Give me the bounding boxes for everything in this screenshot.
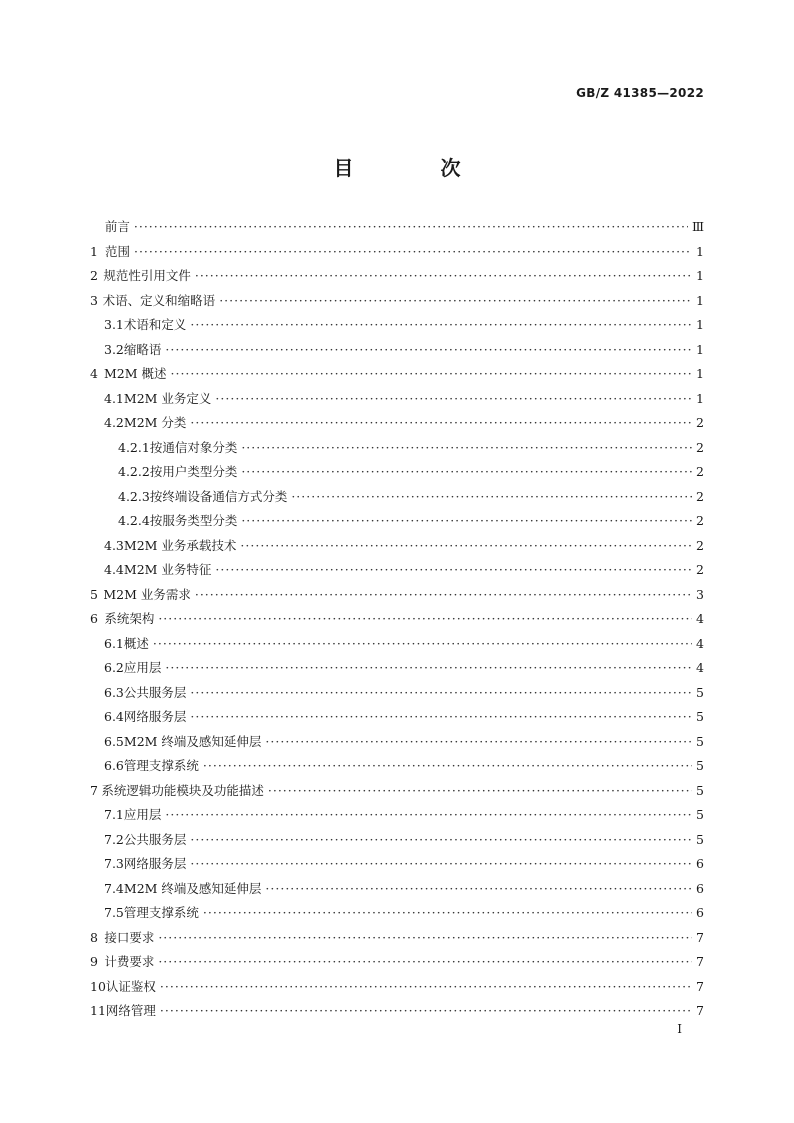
toc-entry-title: M2M 终端及感知延伸层 (123, 733, 262, 749)
toc-entry-page: 1 (696, 268, 704, 283)
toc-entry-title: 应用层 (123, 660, 162, 675)
toc-entry-number: 4.2.1 (118, 439, 150, 455)
toc-entry-number: 4.2.3 (118, 488, 150, 504)
toc-entry[interactable] (90, 950, 704, 975)
toc-dot-leader (158, 950, 692, 975)
toc-dot-leader (195, 583, 692, 608)
toc-entry-number: 4.2.4 (118, 513, 150, 528)
toc-entry-number: 7.4 (104, 880, 124, 896)
toc-entry-number: 6.4 (104, 709, 124, 724)
toc-entry[interactable] (90, 828, 704, 853)
toc-entry-title: 管理支撑系统 (123, 758, 199, 773)
toc-entry[interactable] (90, 558, 704, 583)
toc-entry-page: 5 (696, 782, 704, 798)
toc-entry-number: 7.5 (104, 905, 124, 920)
toc-dot-leader (190, 681, 692, 706)
toc-entry-number: 6.1 (104, 635, 124, 651)
toc-entry[interactable] (90, 509, 704, 534)
toc-dot-leader (165, 656, 692, 681)
toc-dot-leader (215, 558, 692, 583)
toc-entry-page: 3 (696, 586, 704, 602)
toc-entry[interactable] (90, 264, 704, 289)
toc-entry[interactable] (90, 534, 704, 559)
toc-entry-page: 2 (696, 562, 704, 577)
toc-entry-title: 接口要求 (104, 929, 155, 945)
toc-entry-number: 3.1 (104, 317, 124, 332)
toc-entry-page: 4 (696, 635, 704, 651)
toc-entry-number: 3 (90, 292, 98, 308)
toc-entry-number: 4.4 (104, 562, 124, 577)
toc-entry-title: 管理支撑系统 (123, 905, 199, 920)
toc-entry[interactable] (90, 999, 704, 1024)
toc-entry[interactable] (90, 289, 704, 314)
toc-dot-leader (291, 485, 692, 510)
toc-entry[interactable] (90, 362, 704, 387)
toc-entry-page: 1 (696, 390, 704, 406)
toc-entry-page: 2 (696, 464, 704, 479)
toc-entry-title: 术语和定义 (123, 317, 187, 332)
toc-entry-title: 公共服务层 (123, 831, 187, 847)
toc-entry-page: 1 (696, 366, 704, 381)
toc-entry-page: 4 (696, 611, 704, 626)
toc-entry-number: 6 (90, 611, 98, 626)
toc-entry-number: 4.2.2 (118, 464, 150, 479)
toc-dot-leader (165, 803, 692, 828)
toc-entry-page: 5 (696, 733, 704, 749)
toc-entry-page: 1 (696, 317, 704, 332)
toc-dot-leader (134, 215, 688, 240)
toc-entry-page: 6 (696, 856, 704, 871)
toc-entry[interactable] (90, 705, 704, 730)
toc-entry[interactable] (90, 877, 704, 902)
toc-entry-title: 认证鉴权 (105, 978, 156, 994)
toc-dot-leader (165, 338, 692, 363)
toc-entry[interactable] (90, 240, 704, 265)
toc-entry-number: 7.3 (104, 856, 124, 871)
page-number: Ⅰ (677, 1022, 682, 1036)
toc-dot-leader (160, 999, 692, 1024)
toc-entry-page: 2 (696, 439, 704, 455)
toc-entry-number: 2 (90, 268, 98, 283)
toc-dot-leader (158, 607, 692, 632)
toc-entry-number: 1 (90, 243, 98, 259)
toc-entry-page: 6 (696, 880, 704, 896)
toc-entry-title: 应用层 (123, 807, 162, 822)
toc-dot-leader (203, 901, 692, 926)
standard-code: GB/Z 41385—2022 (576, 86, 704, 100)
toc-dot-leader (190, 705, 692, 730)
toc-entry-title: 前言 (104, 219, 130, 234)
toc-dot-leader (203, 754, 692, 779)
toc-entry-number: 7.2 (104, 831, 124, 847)
toc-entry-title: M2M 业务定义 (123, 390, 212, 406)
toc-entry-page: Ⅲ (691, 219, 704, 234)
toc-entry-title: 公共服务层 (123, 684, 187, 700)
toc-dot-leader (190, 411, 692, 436)
toc-entry-page: 4 (696, 660, 704, 675)
toc-entry-number: 6.3 (104, 684, 124, 700)
toc-entry-page: 1 (696, 292, 704, 308)
toc-dot-leader (158, 926, 692, 951)
toc-entry-number: 4.1 (104, 390, 124, 406)
toc-entry[interactable] (90, 460, 704, 485)
toc-entry[interactable] (90, 852, 704, 877)
toc-entry-page: 6 (696, 905, 704, 920)
toc-title: 目 次 (333, 156, 501, 180)
toc-entry[interactable] (90, 607, 704, 632)
toc-dot-leader (195, 264, 692, 289)
toc-dot-leader (241, 436, 692, 461)
toc-entry-title: 术语、定义和缩略语 (102, 292, 216, 308)
toc-entry-title: M2M 业务承载技术 (123, 537, 237, 553)
toc-dot-leader (240, 534, 692, 559)
toc-entry[interactable] (90, 901, 704, 926)
toc-entry-number: 10 (90, 978, 106, 994)
toc-dot-leader (134, 240, 692, 265)
toc-entry-title: M2M 分类 (123, 415, 187, 430)
toc-entry-number: 7 (90, 782, 98, 798)
toc-entry-page: 5 (696, 807, 704, 822)
toc-entry[interactable] (90, 215, 704, 240)
toc-entry[interactable] (90, 681, 704, 706)
toc-entry-title: 概述 (123, 635, 149, 651)
toc-entry-page: 7 (696, 978, 704, 994)
toc-dot-leader (160, 975, 692, 1000)
toc-entry[interactable] (90, 411, 704, 436)
toc-entry-title: M2M 概述 (103, 366, 167, 381)
toc-entry-number: 3.2 (104, 341, 124, 357)
toc-dot-leader (190, 852, 692, 877)
toc-entry-page: 7 (696, 954, 704, 969)
toc-entry-page: 5 (696, 684, 704, 700)
toc-entry-number: 5 (90, 586, 98, 602)
toc-entry[interactable] (90, 926, 704, 951)
toc-dot-leader (268, 779, 692, 804)
toc-entry[interactable] (90, 656, 704, 681)
toc-entry-page: 1 (696, 341, 704, 357)
toc-entry-title: M2M 业务需求 (103, 586, 191, 602)
toc-entry-title: M2M 终端及感知延伸层 (123, 880, 262, 896)
toc-entry[interactable] (90, 436, 704, 461)
toc-entry-page: 2 (696, 488, 704, 504)
toc-entry-number: 4.3 (104, 537, 124, 553)
toc-dot-leader (153, 632, 692, 657)
toc-entry-page: 7 (696, 929, 704, 945)
toc-entry-title: 缩略语 (123, 341, 162, 357)
toc-entry[interactable] (90, 485, 704, 510)
toc-entry-page: 2 (696, 537, 704, 553)
toc-entry-title: 按用户类型分类 (149, 464, 238, 479)
toc-dot-leader (241, 509, 692, 534)
toc-entry[interactable] (90, 975, 704, 1000)
toc-entry-number: 11 (90, 1003, 106, 1018)
toc-entry[interactable] (90, 779, 704, 804)
toc-entry-page: 5 (696, 758, 704, 773)
toc-entry-title: 规范性引用文件 (103, 268, 191, 283)
toc-entry-number: 4.2 (104, 415, 124, 430)
toc-entry-title: 系统逻辑功能模块及功能描述 (101, 782, 264, 798)
toc-dot-leader (215, 387, 692, 412)
toc-dot-leader (219, 289, 692, 314)
toc-entry-title: 按终端设备通信方式分类 (149, 488, 288, 504)
toc-entry[interactable] (90, 730, 704, 755)
toc-entry-number: 6.5 (104, 733, 124, 749)
toc-dot-leader (265, 730, 692, 755)
toc-entry-title: 按通信对象分类 (149, 439, 238, 455)
toc-entry-number: 6.6 (104, 758, 124, 773)
toc-dot-leader (190, 828, 692, 853)
table-of-contents (90, 215, 704, 1024)
toc-entry-page: 2 (696, 513, 704, 528)
toc-entry-number: 4 (90, 366, 98, 381)
toc-entry-number: 7.1 (104, 807, 124, 822)
toc-dot-leader (241, 460, 692, 485)
toc-entry-page: 5 (696, 831, 704, 847)
toc-entry-title: M2M 业务特征 (123, 562, 212, 577)
toc-entry-number: 6.2 (104, 660, 124, 675)
toc-entry-page: 1 (696, 243, 704, 259)
toc-entry[interactable] (90, 583, 704, 608)
toc-entry[interactable] (90, 754, 704, 779)
toc-dot-leader (190, 313, 692, 338)
toc-entry-title: 网络管理 (105, 1003, 156, 1018)
toc-entry[interactable] (90, 338, 704, 363)
toc-dot-leader (171, 362, 692, 387)
toc-entry-title: 系统架构 (104, 611, 155, 626)
toc-entry-title: 网络服务层 (123, 856, 187, 871)
toc-entry-page: 7 (696, 1003, 704, 1018)
toc-entry[interactable] (90, 632, 704, 657)
toc-entry[interactable] (90, 803, 704, 828)
toc-entry-title: 网络服务层 (123, 709, 187, 724)
toc-entry-title: 计费要求 (104, 954, 155, 969)
toc-entry-title: 按服务类型分类 (149, 513, 238, 528)
toc-entry-page: 2 (696, 415, 704, 430)
toc-entry[interactable] (90, 313, 704, 338)
toc-entry-number: 9 (90, 954, 98, 969)
toc-entry-number: 8 (90, 929, 98, 945)
toc-entry-page: 5 (696, 709, 704, 724)
toc-dot-leader (265, 877, 692, 902)
toc-entry[interactable] (90, 387, 704, 412)
toc-entry-title: 范围 (104, 243, 130, 259)
